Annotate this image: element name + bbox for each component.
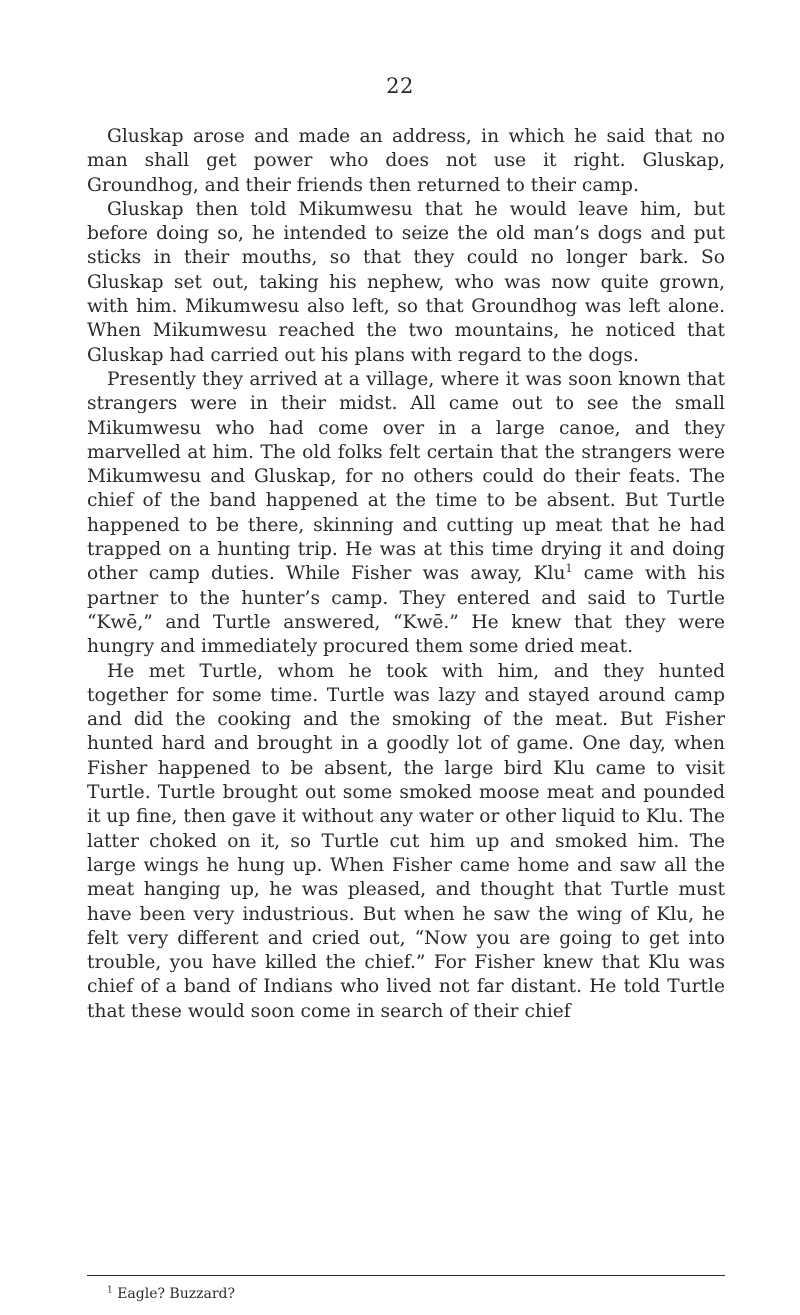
footnote (107, 1286, 235, 1302)
body-text (87, 125, 725, 1024)
footnote-text: Eagle? Buzzard? (117, 1286, 235, 1302)
paragraph-text: Presently they arrived at a village, where it was soon known that strangers were in their midst. All came out to see the small Mikumwesu who had come over in a large canoe, and they marvelled at him. The old folks felt certain that the strangers were Mikumwesu and Gluskap, for no others could do their feats. The chief of the band happened at the time to be absent. But Turtle happened to be there, skinning and cutting up meat that he had trapped on a hunting trip. He was at this time drying it and doing other camp duties. While Fisher was away, Klu (87, 368, 725, 585)
paragraph (87, 368, 725, 660)
page-number: 22 (386, 74, 414, 98)
paragraph: He met Turtle, whom he took with him, and they hunted together for some time. Turtle was lazy and stayed around camp and did the cooking and the smoking of the meat. But Fisher hunted hard and brought in a goodly lot of game. One day, when Fisher happened to be absent, the large bird Klu came to visit Turtle. Turtle brought out some smoked moose meat and pounded it up fine, then gave it without any water or other liquid to Klu. The latter choked on it, so Turtle cut him up and smoked him. The large wings he hung up. When Fisher came home and saw all the meat hanging up, he was pleased, and thought that Turtle must have been very industrious. But when he saw the wing of Klu, he felt very different and cried out, “Now you are going to get into trouble, you have killed the chief.” For Fisher knew that Klu was chief of a band of Indians who lived not far distant. He told Turtle that these would soon come in search of their chief (87, 660, 725, 1022)
footnote-divider (87, 1275, 725, 1276)
paragraph: Gluskap arose and made an address, in which he said that no man shall get power who does not use it right. Gluskap, Groundhog, and their friends then returned to their camp. (87, 126, 725, 196)
footnote-marker: 1 (107, 1285, 113, 1296)
paragraph-text: came with his partner to the hunter’s camp. They entered and said to Turtle “Kwē,” and Turtle answered, “Kwē.” He knew that they were hungry and immediately procured them some dried meat. (87, 563, 726, 658)
paragraph: Gluskap then told Mikumwesu that he would leave him, but before doing so, he intended to seize the old man’s dogs and put sticks in their mouths, so that they could no longer bark. So Gluskap set out, taking his nephew, who was now quite grown, with him. Mikumwesu also left, so that Groundhog was left alone. When Mikumwesu reached the two mountains, he noticed that Gluskap had carried out his plans with regard to the dogs. (87, 198, 725, 366)
footnote-reference[interactable]: 1 (565, 562, 573, 576)
